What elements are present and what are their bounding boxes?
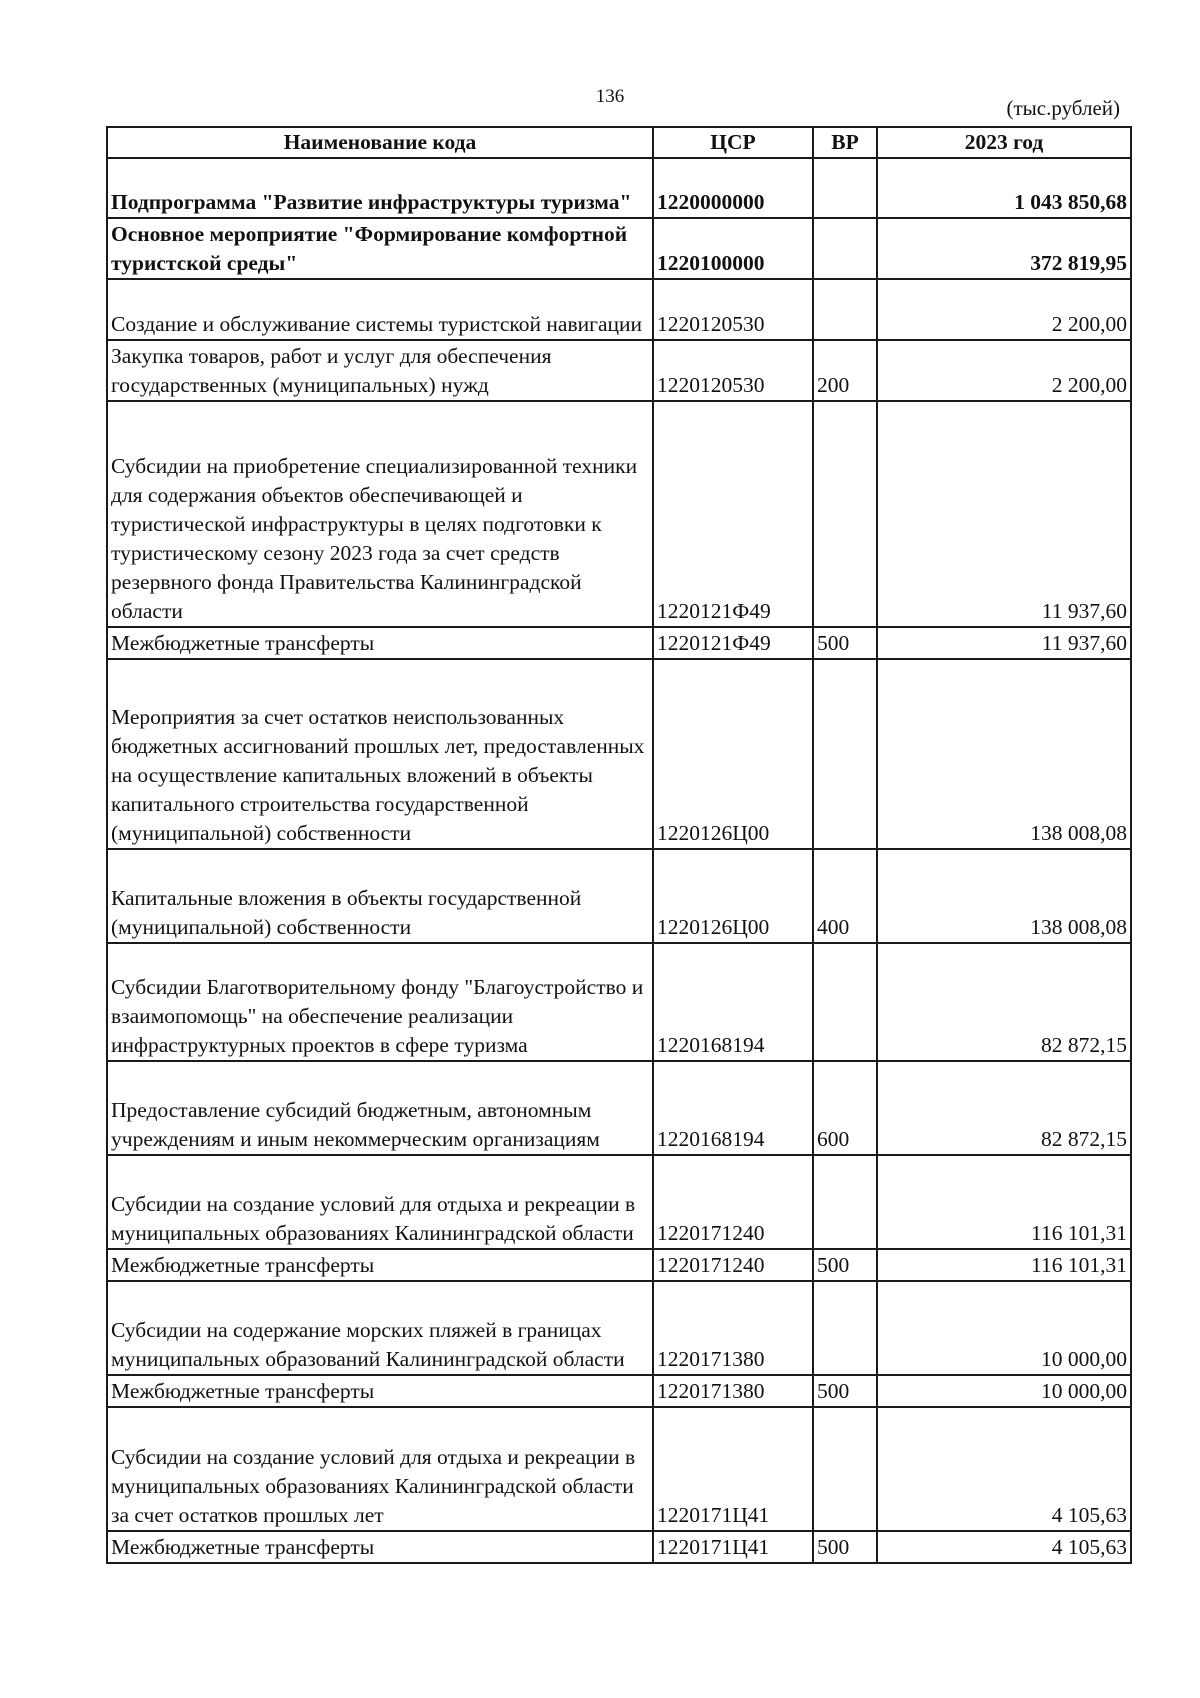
cell-sum: 82 872,15	[877, 943, 1131, 1061]
cell-vr: 600	[813, 1061, 877, 1155]
cell-vr	[813, 659, 877, 849]
table-row	[107, 218, 1131, 279]
cell-sum: 2 200,00	[877, 279, 1131, 340]
cell-csr: 1220121Ф49	[653, 401, 813, 627]
cell-csr: 1220171240	[653, 1249, 813, 1281]
cell-vr	[813, 1155, 877, 1249]
cell-name: Межбюджетные трансферты	[107, 1375, 653, 1407]
cell-sum: 82 872,15	[877, 1061, 1131, 1155]
cell-csr: 1220100000	[653, 218, 813, 279]
cell-sum: 10 000,00	[877, 1281, 1131, 1375]
cell-name: Подпрограмма "Развитие инфраструктуры туризма"	[107, 158, 653, 218]
cell-csr: 1220171Ц41	[653, 1531, 813, 1563]
cell-csr: 1220168194	[653, 943, 813, 1061]
cell-sum: 1 043 850,68	[877, 158, 1131, 218]
cell-name: Межбюджетные трансферты	[107, 1531, 653, 1563]
table-header-row	[107, 127, 1131, 158]
page-number: 136	[595, 86, 625, 107]
cell-vr	[813, 943, 877, 1061]
cell-sum: 4 105,63	[877, 1531, 1131, 1563]
cell-name: Субсидии на создание условий для отдыха и рекреации в муниципальных образованиях Калининградской области за счет остатков прошлых лет	[107, 1407, 653, 1531]
cell-name: Предоставление субсидий бюджетным, автономным учреждениям и иным некоммерческим организациям	[107, 1061, 653, 1155]
column-header-vr: ВР	[813, 127, 877, 158]
table-row	[107, 340, 1131, 401]
cell-csr: 1220120530	[653, 279, 813, 340]
table-row	[107, 1281, 1131, 1375]
column-header-name: Наименование кода	[107, 127, 653, 158]
table-row	[107, 659, 1131, 849]
cell-sum: 10 000,00	[877, 1375, 1131, 1407]
table-row	[107, 1061, 1131, 1155]
cell-csr: 1220000000	[653, 158, 813, 218]
cell-name: Мероприятия за счет остатков неиспользованных бюджетных ассигнований прошлых лет, предоставленных на осуществление капитальных вложений в объекты капитального строительства государственной (муниципальной) собственности	[107, 659, 653, 849]
table-row	[107, 401, 1131, 627]
table-row	[107, 279, 1131, 340]
cell-sum: 11 937,60	[877, 627, 1131, 659]
cell-csr: 1220126Ц00	[653, 659, 813, 849]
cell-sum: 372 819,95	[877, 218, 1131, 279]
cell-name: Основное мероприятие "Формирование комфортной туристской среды"	[107, 218, 653, 279]
cell-name: Капитальные вложения в объекты государственной (муниципальной) собственности	[107, 849, 653, 943]
units-label: (тыс.рублей)	[1006, 96, 1120, 120]
table-row	[107, 158, 1131, 218]
table-row	[107, 943, 1131, 1061]
cell-vr	[813, 279, 877, 340]
cell-csr: 1220120530	[653, 340, 813, 401]
cell-vr: 500	[813, 1375, 877, 1407]
cell-csr: 1220171380	[653, 1281, 813, 1375]
cell-vr	[813, 158, 877, 218]
table-row	[107, 1407, 1131, 1531]
cell-sum: 2 200,00	[877, 340, 1131, 401]
cell-csr: 1220121Ф49	[653, 627, 813, 659]
table-row	[107, 849, 1131, 943]
cell-name: Субсидии на приобретение специализированной техники для содержания объектов обеспечивающей и туристической инфраструктуры в целях подготовки к туристическому сезону 2023 года за счет средств резервного фонда Правительства Калининградской области	[107, 401, 653, 627]
table-row	[107, 1375, 1131, 1407]
cell-sum: 138 008,08	[877, 659, 1131, 849]
table-row	[107, 1155, 1131, 1249]
table-row	[107, 627, 1131, 659]
cell-vr: 500	[813, 627, 877, 659]
cell-vr	[813, 218, 877, 279]
cell-name: Межбюджетные трансферты	[107, 627, 653, 659]
cell-sum: 116 101,31	[877, 1155, 1131, 1249]
budget-table	[106, 126, 1132, 1564]
cell-vr: 500	[813, 1531, 877, 1563]
cell-vr: 200	[813, 340, 877, 401]
cell-vr	[813, 401, 877, 627]
cell-name: Субсидии Благотворительному фонду "Благоустройство и взаимопомощь" на обеспечение реализации инфраструктурных проектов в сфере туризма	[107, 943, 653, 1061]
cell-name: Межбюджетные трансферты	[107, 1249, 653, 1281]
cell-csr: 1220168194	[653, 1061, 813, 1155]
cell-vr	[813, 1407, 877, 1531]
cell-vr: 500	[813, 1249, 877, 1281]
cell-sum: 4 105,63	[877, 1407, 1131, 1531]
cell-vr: 400	[813, 849, 877, 943]
cell-name: Субсидии на содержание морских пляжей в границах муниципальных образований Калининградской области	[107, 1281, 653, 1375]
cell-csr: 1220126Ц00	[653, 849, 813, 943]
cell-csr: 1220171380	[653, 1375, 813, 1407]
cell-sum: 138 008,08	[877, 849, 1131, 943]
cell-sum: 11 937,60	[877, 401, 1131, 627]
cell-csr: 1220171240	[653, 1155, 813, 1249]
cell-sum: 116 101,31	[877, 1249, 1131, 1281]
cell-name: Субсидии на создание условий для отдыха и рекреации в муниципальных образованиях Калининградской области	[107, 1155, 653, 1249]
table-row	[107, 1249, 1131, 1281]
cell-vr	[813, 1281, 877, 1375]
column-header-sum: 2023 год	[877, 127, 1131, 158]
cell-name: Создание и обслуживание системы туристской навигации	[107, 279, 653, 340]
cell-csr: 1220171Ц41	[653, 1407, 813, 1531]
cell-name: Закупка товаров, работ и услуг для обеспечения государственных (муниципальных) нужд	[107, 340, 653, 401]
table-row	[107, 1531, 1131, 1563]
column-header-csr: ЦСР	[653, 127, 813, 158]
